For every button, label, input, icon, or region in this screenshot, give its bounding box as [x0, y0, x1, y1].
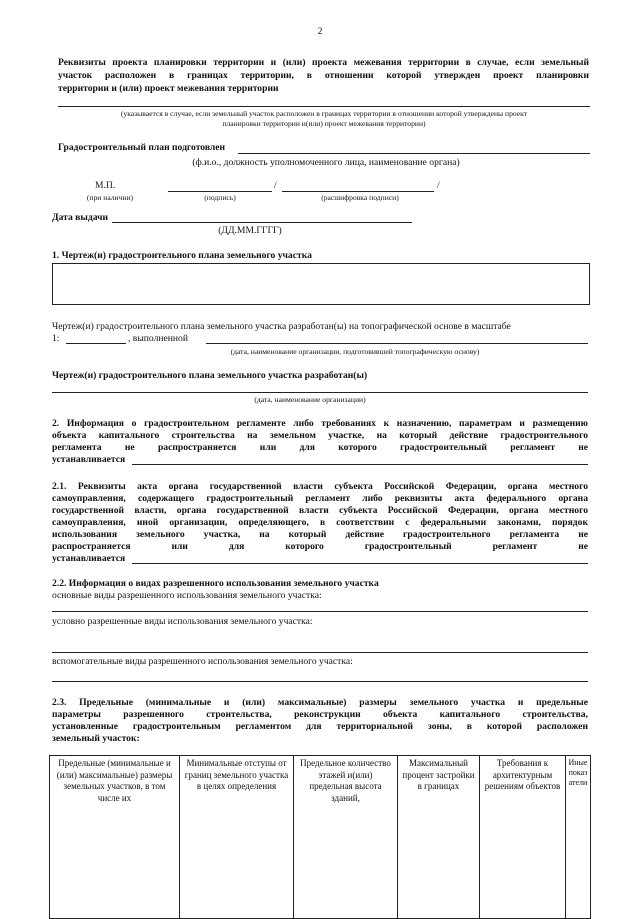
section21-line3: государственной власти, органа государственной власти субъекта Российской Федерации, органа местного	[52, 505, 588, 516]
signature-decode-hint: (расшифровка подписи)	[321, 193, 399, 202]
section2-line3: регламента не распространяется или для которого градостроительный регламент не	[52, 442, 588, 453]
section2-line	[132, 464, 588, 465]
section1-heading: 1. Чертеж(и) градостроительного плана земельного участка	[52, 250, 312, 261]
signature-line	[168, 191, 272, 192]
section21-line4: самоуправления, иной организации, определяющего, в соответствии с федеральными законами, порядок	[52, 517, 588, 528]
main-types-label: основные виды разрешенного использования земельного участка:	[52, 590, 322, 601]
section23-line2: параметры разрешенного строительства, реконструкции объекта капитального строительства,	[52, 709, 588, 720]
table-header-cell: Максимальный процент застройки в границах	[398, 756, 480, 919]
section22-heading: 2.2. Информация о видах разрешенного использования земельного участка	[52, 578, 379, 589]
table-header-cell: Иные показатели	[566, 756, 591, 919]
drawing-developed-hint: (дата, наименование организации)	[254, 395, 366, 404]
section21-line2: самоуправления, содержащего градостроительный регламент либо реквизиты акта федерального органа	[52, 493, 588, 504]
topo-org-line	[206, 343, 588, 344]
project-details-line	[58, 106, 590, 107]
auxiliary-types-label: вспомогательные виды разрешенного использования земельного участка:	[52, 656, 353, 667]
section21-line7: устанавливается	[52, 553, 126, 564]
main-types-line	[52, 611, 588, 612]
issue-date-label: Дата выдачи	[52, 212, 109, 223]
project-heading-line1: Реквизиты проекта планировки территории и (или) проекта межевания территории в случае, если земельный	[58, 57, 589, 68]
drawing-developed-heading: Чертеж(и) градостроительного плана земельного участка разработан(ы)	[52, 370, 368, 381]
section23-line3: установленные градостроительным регламентом для территориальной зоны, в которой расположен	[52, 721, 588, 732]
project-hint-line1: (указывается в случае, если земельный участок расположен в границах территории в отношении которой утверждены проект	[120, 109, 528, 118]
issue-date-line	[112, 222, 412, 223]
signature-slash-2: /	[437, 180, 440, 191]
section21-line	[132, 563, 588, 564]
topo-hint: (дата, наименование организации, подготовившей топографическую основу)	[230, 347, 480, 356]
page-number: 2	[317, 26, 323, 37]
section23-line1: 2.3. Предельные (минимальные и (или) максимальные) размеры земельного участка и предельные	[52, 697, 588, 708]
parameters-table	[49, 755, 591, 919]
table-header-row	[50, 756, 591, 919]
table-header-cell: Предельные (минимальные и (или) максимальные) размеры земельных участков, в том числе их	[50, 756, 180, 919]
topo-scale-prefix: 1:	[52, 333, 60, 344]
table-header-cell: Предельное количество этажей и(или) предельная высота зданий,	[294, 756, 398, 919]
prepared-by-hint: (ф.и.о., должность уполномоченного лица, наименование органа)	[192, 157, 460, 168]
signature-hint: (подпись)	[204, 193, 236, 202]
seal-label: М.П.	[95, 180, 116, 191]
section21-line5: использования земельного участка, на который действие градостроительного регламента не	[52, 529, 588, 540]
seal-hint: (при наличии)	[86, 193, 134, 202]
auxiliary-types-line	[52, 681, 588, 682]
section23-line4: земельный участок:	[52, 733, 140, 744]
signature-decode-line	[282, 191, 434, 192]
table-header-cell: Минимальные отступы от границ земельного участка в целях определения	[180, 756, 294, 919]
section21-line1: 2.1. Реквизиты акта органа государственной власти субъекта Российской Федерации, органа местного	[52, 481, 588, 492]
prepared-by-line	[238, 153, 590, 154]
drawing-box	[52, 263, 590, 305]
section2-line2: объекта капитального строительства на земельном участке, на который действие градостроительного	[52, 430, 588, 441]
conditional-types-label: условно разрешенные виды использования земельного участка:	[52, 616, 313, 627]
table-header-cell: Требования к архитектурным решениям объектов	[480, 756, 566, 919]
signature-slash-1: /	[274, 180, 277, 191]
project-heading-line3: территории и (или) проект межевания территории	[58, 83, 279, 94]
section2-line4: устанавливается	[52, 454, 126, 465]
drawing-developed-line	[52, 392, 588, 393]
project-heading-line2: участок расположен в границах территории, в отношении которой утвержден проект планировки	[58, 70, 589, 81]
section21-line6: распространяется или для которого градостроительный регламент не	[52, 541, 588, 552]
issue-date-hint: (ДД.ММ.ГГГГ)	[218, 225, 282, 236]
conditional-types-line	[52, 652, 588, 653]
section2-line1: 2. Информация о градостроительном регламенте либо требованиях к назначению, параметрам и размещению	[52, 418, 588, 429]
project-hint-line2: планировки территории и(или) проект межевания территории)	[222, 119, 426, 128]
topo-scale-line	[66, 343, 126, 344]
prepared-by-label: Градостроительный план подготовлен	[58, 142, 226, 153]
topo-basis-line1: Чертеж(и) градостроительного плана земельного участка разработан(ы) на топографической основе в масштабе	[52, 321, 511, 332]
topo-done-label: , выполненной	[128, 333, 188, 344]
